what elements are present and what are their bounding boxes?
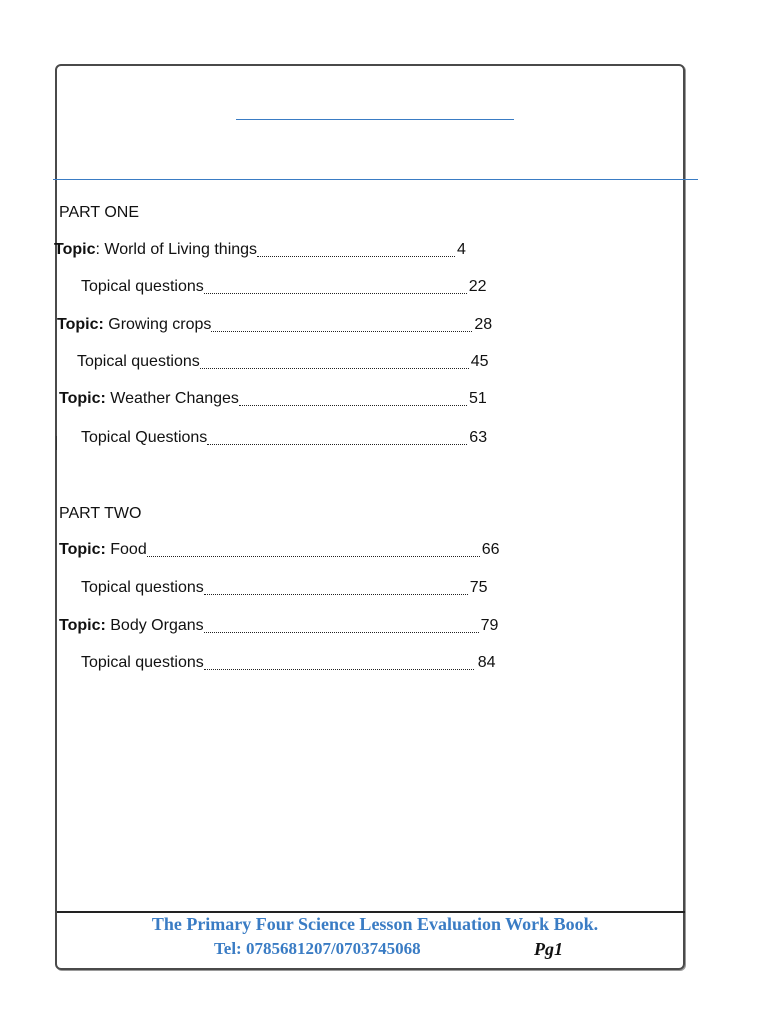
toc-entry-weather-changes[interactable] (59, 388, 487, 410)
toc-page-number: 84 (477, 654, 496, 671)
toc-page-number: 22 (468, 278, 487, 295)
toc-entry-food[interactable] (59, 539, 500, 561)
toc-entry-topical-questions[interactable] (77, 351, 489, 373)
topic-label: Topic: (57, 316, 104, 333)
toc-entry-growing-crops[interactable] (57, 314, 492, 336)
toc-entry-title: Topical Questions (81, 429, 208, 446)
part-one-heading: PART ONE (59, 204, 140, 221)
toc-page-number: 79 (480, 617, 499, 634)
header-rule-long (53, 179, 698, 180)
part-two-heading: PART TWO (59, 505, 142, 522)
toc-entry-title: : World of Living things (95, 241, 258, 258)
dot-leader (204, 669, 474, 670)
toc-entry-title: Topical questions (81, 278, 204, 295)
toc-entry-topical-questions[interactable] (81, 652, 496, 674)
toc-entry-topical-questions[interactable] (81, 577, 488, 599)
dot-leader (204, 632, 479, 633)
toc-page-number: 28 (474, 316, 493, 333)
dot-leader (147, 556, 480, 557)
dot-leader (207, 444, 467, 445)
page-number: Pg1 (534, 939, 563, 959)
toc-entry-title: Topical questions (81, 579, 204, 596)
dot-leader (257, 256, 455, 257)
dot-leader (211, 331, 472, 332)
dot-leader (204, 594, 468, 595)
toc-entry-title: Growing crops (103, 316, 212, 333)
toc-page-number: 63 (469, 429, 488, 446)
toc-page-number: 75 (469, 579, 488, 596)
margin-mark (56, 436, 57, 450)
toc-entry-body-organs[interactable] (59, 615, 498, 637)
topic-label: Topic: (59, 617, 106, 634)
topic-label: Topic (54, 241, 96, 258)
topic-label: Topic: (59, 541, 106, 558)
footer-title: The Primary Four Science Lesson Evaluation Work Book. (151, 914, 599, 934)
toc-page-number: 45 (470, 353, 489, 370)
toc-entry-title: Body Organs (105, 617, 204, 634)
toc-entry-topical-questions[interactable] (81, 276, 487, 298)
dot-leader (200, 368, 469, 369)
footer-telephone: Tel: 0785681207/0703745068 (214, 939, 421, 958)
toc-entry-topical-questions[interactable] (81, 427, 487, 449)
toc-entry-title: Food (105, 541, 147, 558)
dot-leader (204, 293, 467, 294)
toc-page-number: 66 (481, 541, 500, 558)
toc-entry-title: Topical questions (81, 654, 204, 671)
header-rule-short (236, 119, 514, 120)
toc-page-number: 4 (457, 241, 466, 258)
topic-label: Topic: (59, 390, 106, 407)
toc-entry-world-of-living-things[interactable] (54, 239, 466, 261)
dot-leader (239, 405, 467, 406)
toc-entry-title: Topical questions (77, 353, 200, 370)
toc-entry-title: Weather Changes (105, 390, 239, 407)
page-border (55, 64, 685, 970)
toc-page-number: 51 (468, 390, 487, 407)
